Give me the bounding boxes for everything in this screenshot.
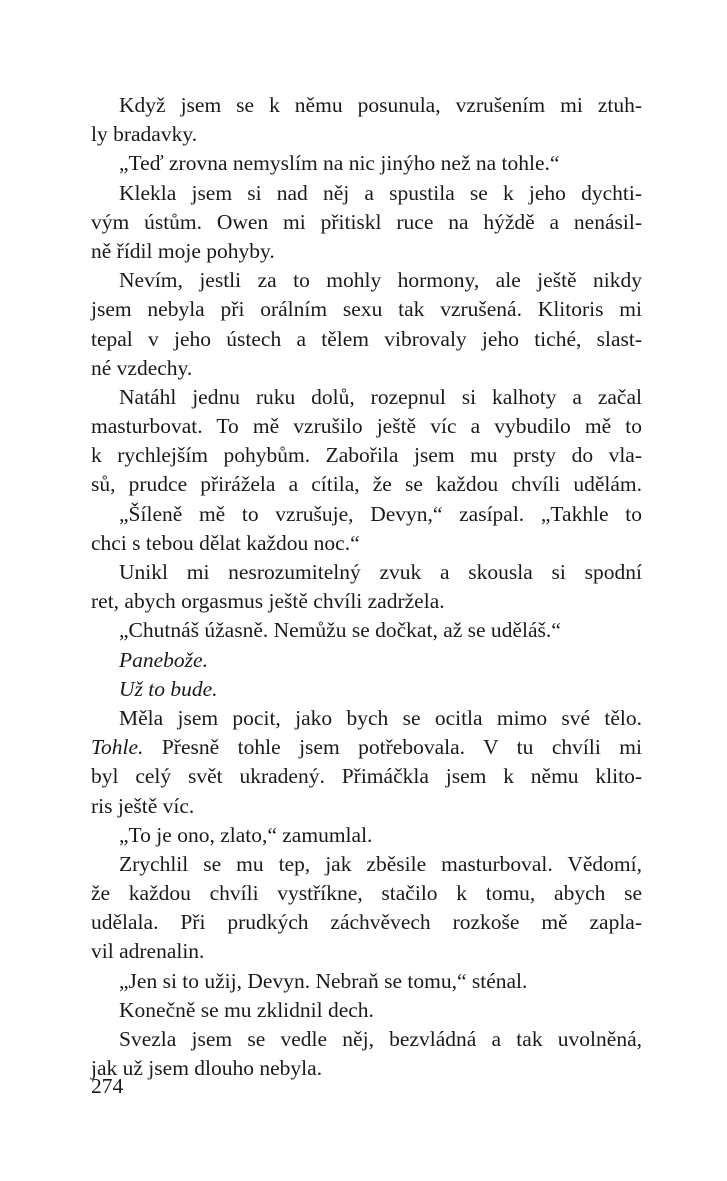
line-text: ly bradavky. [91, 122, 198, 147]
text-line [91, 120, 642, 149]
line-text: Konečně se mu zklidnil dech. [119, 997, 374, 1022]
line-text: Když jsem se k němu posunula, vzrušením mi ztuh- [119, 93, 642, 117]
line-text: Natáhl jednu ruku dolů, rozepnul si kalhoty a začal [119, 384, 642, 409]
italic-text: Panebože. [119, 647, 208, 672]
text-line [91, 879, 642, 908]
text-line [91, 792, 642, 821]
line-text: vil adrenalin. [91, 939, 205, 964]
line-text: byl celý svět ukradený. Přimáčkla jsem k němu klito- [91, 764, 642, 789]
text-line [91, 967, 642, 996]
text-line [91, 908, 642, 937]
line-text: Svezla jsem se vedle něj, bezvládná a tak uvolněná, [119, 1027, 642, 1051]
line-text: Klekla jsem si nad něj a spustila se k jeho dychti- [119, 180, 642, 205]
text-line [91, 850, 642, 879]
text-line [91, 996, 642, 1025]
line-text: masturbovat. To mě vzrušilo ještě víc a vybudilo mě to [91, 414, 642, 439]
text-line [91, 733, 642, 762]
text-line [91, 208, 642, 237]
line-text: vým ústům. Owen mi přitiskl ruce na hýždě a nenásil- [91, 209, 642, 234]
line-text: jsem nebyla při orálním sexu tak vzrušená. Klitoris mi [91, 297, 642, 322]
text-line [91, 587, 642, 616]
text-line [91, 1025, 642, 1054]
text-line [91, 704, 642, 733]
page-number: 274 [91, 1074, 124, 1098]
text-line [91, 821, 642, 850]
line-text: „Chutnáš úžasně. Nemůžu se dočkat, až se uděláš.“ [119, 618, 561, 643]
text-line [91, 383, 642, 412]
text-line [91, 412, 642, 441]
line-text: chci s tebou dělat každou noc.“ [91, 530, 360, 555]
line-text: ně řídil moje pohyby. [91, 238, 275, 263]
text-line [91, 646, 642, 675]
line-text: „Šíleně mě to vzrušuje, Devyn,“ zasípal. „Takhle to [119, 501, 642, 526]
line-text: Přesně tohle jsem potřebovala. V tu chvíli mi [143, 735, 642, 760]
line-text: ret, abych orgasmus ještě chvíli zadržela. [91, 589, 445, 614]
body-text [91, 91, 642, 1083]
line-text: Unikl mi nesrozumitelný zvuk a skousla si spodní [119, 560, 642, 584]
text-line [91, 237, 642, 266]
line-text: jak už jsem dlouho nebyla. [91, 1056, 323, 1081]
line-text: Nevím, jestli za to mohly hormony, ale ještě nikdy [119, 268, 642, 293]
text-line [91, 762, 642, 791]
line-text: ris ještě víc. [91, 793, 195, 818]
line-text: sů, prudce přirážela a cítila, že se každou chvíli udělám. [91, 472, 642, 497]
italic-text: Tohle. [91, 735, 144, 760]
line-text: k rychlejším pohybům. Zabořila jsem mu prsty do vla- [91, 443, 642, 468]
text-line [91, 1054, 642, 1083]
line-text: že každou chvíli vystříkne, stačilo k tomu, abych se [91, 881, 642, 906]
text-line [91, 500, 642, 529]
text-line [91, 266, 642, 295]
text-line [91, 675, 642, 704]
line-text: „To je ono, zlato,“ zamumlal. [119, 822, 373, 847]
line-text: tepal v jeho ústech a tělem vibrovaly jeho tiché, slast- [91, 326, 642, 351]
text-line [91, 179, 642, 208]
line-text: né vzdechy. [91, 355, 193, 380]
line-text: „Jen si to užij, Devyn. Nebraň se tomu,“ sténal. [119, 968, 528, 993]
line-text: Zrychlil se mu tep, jak zběsile masturboval. Vědomí, [119, 851, 642, 876]
text-line [91, 558, 642, 587]
text-line [91, 91, 642, 120]
italic-text: Už to bude. [119, 676, 218, 701]
text-line [91, 441, 642, 470]
text-line [91, 529, 642, 558]
text-line [91, 470, 642, 499]
line-text: udělala. Při prudkých záchvěvech rozkoše mě zapla- [91, 910, 642, 935]
line-text: Měla jsem pocit, jako bych se ocitla mimo své tělo. [119, 705, 642, 730]
text-line [91, 295, 642, 324]
line-text: „Teď zrovna nemyslím na nic jinýho než na tohle.“ [119, 151, 560, 176]
text-line [91, 616, 642, 645]
text-line [91, 937, 642, 966]
text-line [91, 354, 642, 383]
text-line [91, 149, 642, 178]
text-line [91, 325, 642, 354]
